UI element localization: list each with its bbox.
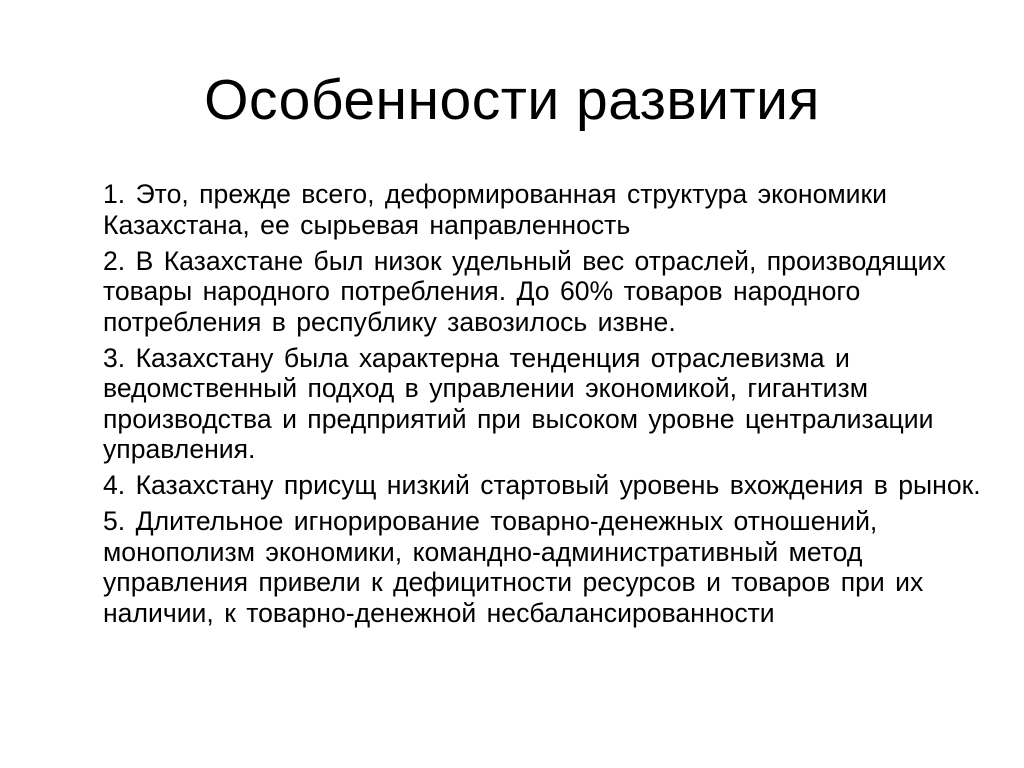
point-1: 1. Это, прежде всего, деформированная структура экономики Казахстана, ее сырьевая направленность bbox=[103, 179, 887, 240]
point-5: 5. Длительное игнорирование товарно-денежных отношений, монополизм экономики, командно-административный метод управления привели к дефицитности ресурсов и товаров при их наличии, к товарно-денежной несбалансированности bbox=[103, 506, 924, 628]
slide-title: Особенности развития bbox=[204, 68, 820, 132]
point-4: 4. Казахстану присущ низкий стартовый уровень вхождения в рынок. bbox=[103, 470, 981, 500]
point-2: 2. В Казахстане был низок удельный вес отраслей, производящих товары народного потребления. До 60% товаров народного потребления в республику завозилось извне. bbox=[103, 245, 946, 337]
point-3: 3. Казахстану была характерна тенденция отраслевизма и ведомственный подход в управлении экономикой, гигантизм производства и предприятий при высоком уровне централизации управления. bbox=[103, 342, 934, 464]
points-list bbox=[103, 179, 983, 634]
